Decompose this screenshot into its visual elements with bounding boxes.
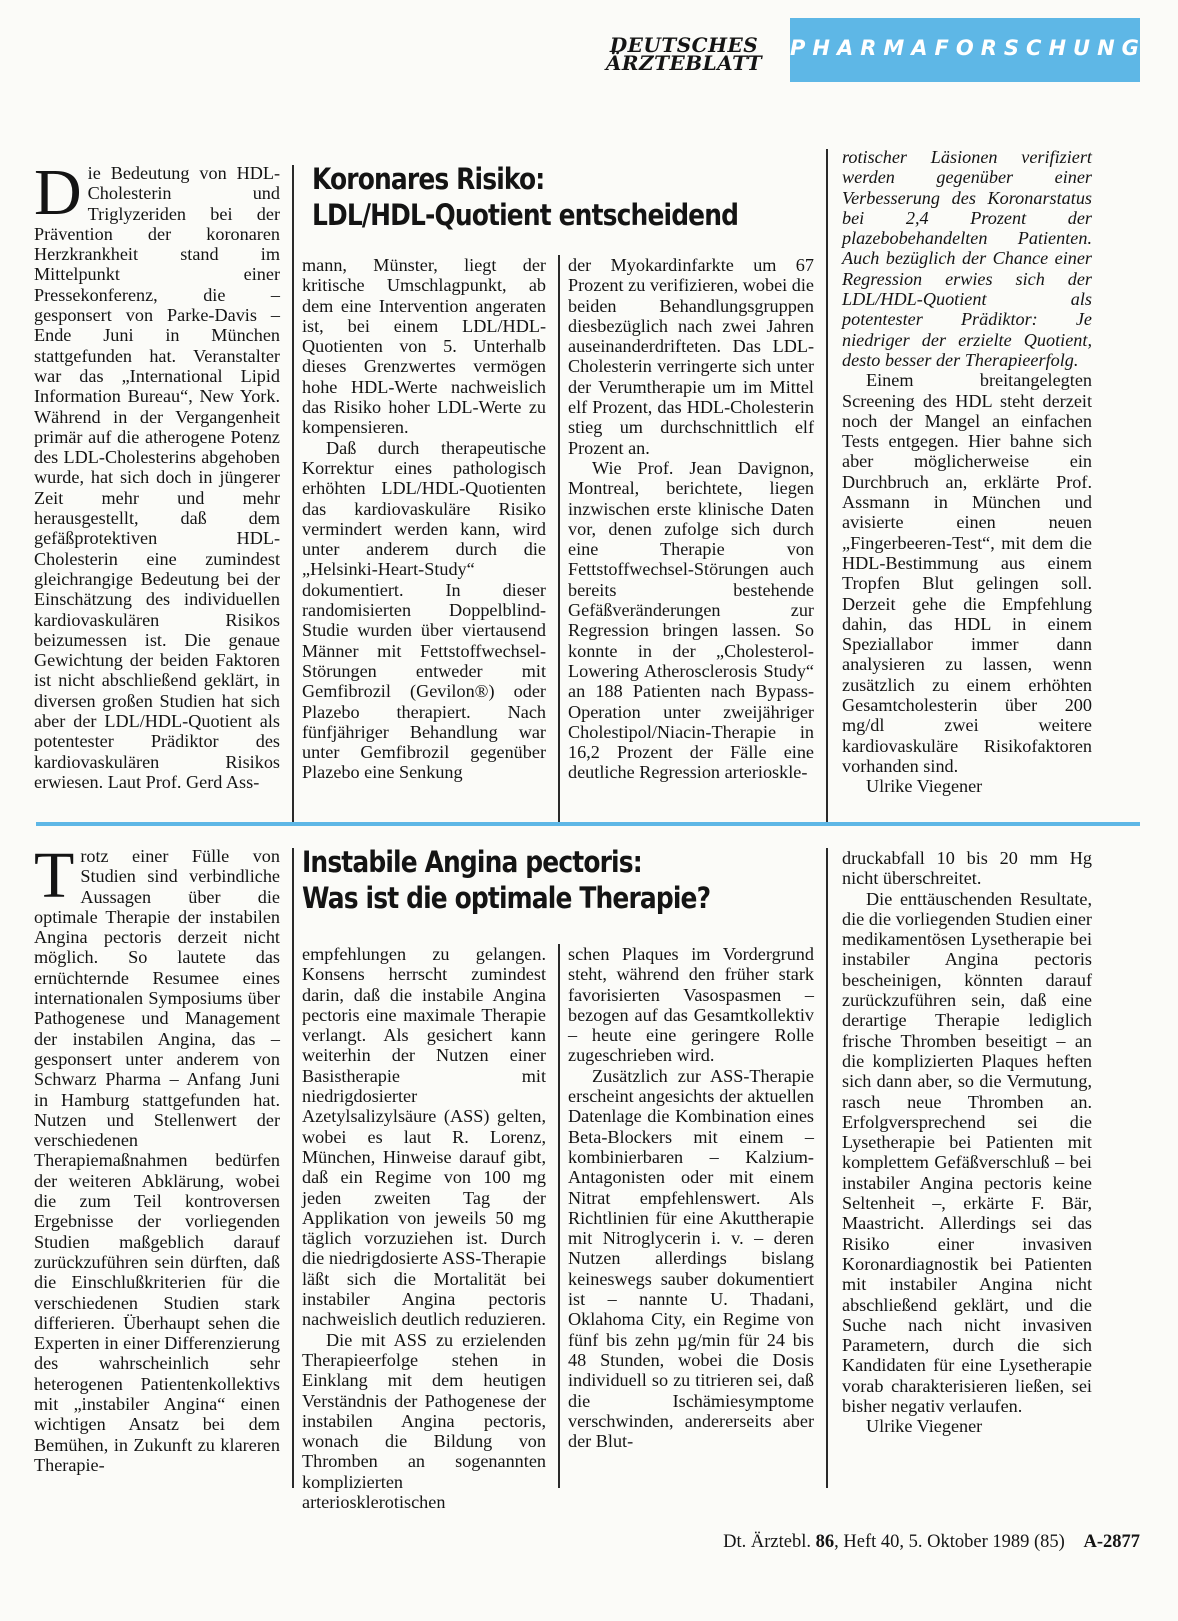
article1-column-3 [568,255,814,783]
column-rule [292,848,294,1488]
article2-headline [302,844,710,916]
page-number: A-2877 [1083,1532,1140,1552]
paragraph: rotischer Läsionen verifiziert werden gegenüber einer Verbesserung des Koronarstatus bei 2,4 Prozent der plazebobehandelten Patienten. Auch bezüglich der Chance einer Regression erwies sich der LDL/HDL-Quotient als potentester Prädiktor: Je niedriger der erzielte Quotient, desto besser der Therapieerfolg. [842,147,1092,370]
column-rule [558,944,560,1488]
article-divider [36,822,1140,826]
paragraph: Wie Prof. Jean Davignon, Montreal, berichtete, liegen inzwischen erste klinische Daten vor, denen zufolge sich durch eine Therapie von Fettstoffwechsel-Störungen auch bereits bestehende Gefäßveränderungen zur Regression bringen lassen. So konnte in der „Cholesterol-Lowering Atherosclerosis Study“ an 188 Patienten nach Bypass-Operation unter zweijähriger Cholestipol/Niacin-Therapie in 16,2 Prozent der Fälle eine deutliche Regression arterioskle- [568,457,814,783]
masthead-line-1: DEUTSCHES [609,33,759,57]
article1-column-1 [34,156,280,792]
section-label: PHARMAFORSCHUNG [790,36,1146,60]
article2-column-4 [842,848,1092,1437]
paragraph: empfehlungen zu gelangen. Konsens herrscht zumindest darin, daß die instabile Angina pectoris eine maximale Therapie verlangt. Als gesichert kann weiterhin der Nutzen einer Basistherapie mit niedrigdosierter Azetylsalizylsäure (ASS) gelten, wobei es laut R. Lorenz, München, Hinweise darauf gibt, daß ein Regime von 100 mg jeden zweiten Tag der Applikation von jeweils 50 mg täglich vorzuziehen ist. Durch die niedrigdosierte ASS-Therapie läßt sich die Mortalität bei instabiler Angina pectoris nachweislich deutlich reduzieren. [302,944,546,1330]
article1-headline [312,161,738,233]
column-rule [826,848,828,1488]
paragraph: der Myokardinfarkte um 67 Prozent zu verifizieren, wobei die beiden Behandlungsgruppen diesbezüglich nach zwei Jahren auseinanderdrifteten. Das LDL-Cholesterin verringerte sich unter der Verumtherapie um im Mittel elf Prozent, das HDL-Cholesterin stieg um durchschnittlich elf Prozent an. [568,255,814,458]
paragraph: Die enttäuschenden Resultate, die die vorliegenden Studien einer medikamentösen Lysetherapie bei instabiler Angina pectoris bescheinigen, könnten darauf zurückzuführen sein, daß eine derartige Therapie lediglich frische Thromben beseitigt – an die komplizierten Plaques heften sich dann aber, so die Vermutung, rasch neue Thromben an. Erfolgversprechend sei die Lysetherapie bei Patienten mit komplettem Gefäßverschluß – bei instabiler Angina pectoris keine Seltenheit –, erkärte F. Bär, Maastricht. Allerdings sei das Risiko einer invasiven Koronardiagnostik bei Patienten mit instabiler Angina nicht abschließend geklärt, und die Suche nach nicht invasiven Parametern, durch die sich Kandidaten für eine Lysetherapie vorab charakterisieren ließen, sei bisher negativ verlaufen. [842,888,1092,1417]
paragraph: Einem breitangelegten Screening des HDL steht derzeit noch der Mangel an einfachen Tests entgegen. Hier bahne sich aber möglicherweise ein Durchbruch an, erklärte Prof. Assmann in München und avisierte einen neuen „Fingerbeeren-Test“, mit dem die HDL-Bestimmung aus einem Tropfen Blut gelingen soll. Derzeit gehe die Empfehlung dahin, das HDL in einem Speziallabor immer dann analysieren zu lassen, wenn zusätzlich zu einem erhöhten Gesamtcholesterin über 200 mg/dl zwei weitere kardiovaskuläre Risikofaktoren vorhanden sind. [842,370,1092,776]
body-text: ie Bedeutung von HDL-Cholesterin und Triglyzeriden bei der Prävention der koronaren Herzkrankheit stand im Mittelpunkt einer Pressekonferenz, die – gesponsert von Parke-Davis – Ende Juni in München stattgefunden hat. Veranstalter war das „International Lipid Information Bureau“, New York. Während in der Vergangenheit primär auf die atherogene Potenz des LDL-Cholesterins abgehoben wurde, hat sich doch in jüngerer Zeit mehr und mehr herausgestellt, daß dem gefäßprotektiven HDL-Cholesterin eine zumindest gleichrangige Bedeutung bei der Einschätzung des individuellen kardiovaskulären Risikos beizumessen ist. Die genaue Gewichtung der beiden Faktoren ist nicht abschließend geklärt, in diversen großen Studien hat sich aber der LDL/HDL-Quotient als potentester Prädiktor des kardiovaskulären Risikos erwiesen. Laut Prof. Gerd Ass- [34,163,280,792]
drop-cap: D [34,156,82,229]
paragraph: mann, Münster, liegt der kritische Umschlagpunkt, ab dem eine Intervention angeraten ist, bei einem LDL/HDL-Quotienten von 5. Unterhalb dieses Grenzwertes vermögen hohe HDL-Werte nachweislich das Risiko hoher LDL-Werte zu kompensieren. [302,255,546,438]
journal-name: Dt. Ärztebl. [723,1532,812,1552]
article1-column-4 [842,147,1092,797]
article2-column-1 [34,839,280,1475]
article1-column-2 [302,255,546,783]
masthead-line-2: ÄRZTEBLATT [605,51,763,75]
masthead [604,33,764,75]
article2-column-3 [568,944,814,1451]
author-signature: Ulrike Viegener [866,1416,983,1437]
article2-column-2 [302,944,546,1512]
paragraph: schen Plaques im Vordergrund steht, während den früher stark favorisierten Vasospasmen – bezogen auf das Gesamtkollektiv – heute eine geringere Rolle zugeschrieben wird. [568,944,814,1066]
headline-line-2: LDL/HDL-Quotient entscheidend [312,198,739,232]
drop-cap: T [34,839,75,912]
author-signature: Ulrike Viegener [866,776,983,797]
headline-line-1: Koronares Risiko: [312,162,545,196]
headline-line-2: Was ist die optimale Therapie? [302,881,711,915]
article-koronares-risiko [30,145,1138,835]
volume-number: 86 [815,1532,835,1552]
paragraph: Daß durch therapeutische Korrektur eines pathologisch erhöhten LDL/HDL-Quotienten das kardiovaskuläre Risiko vermindert werden kann, wird unter anderem durch die „Helsinki-Heart-Study“ dokumentiert. In dieser randomisierten Doppelblind-Studie wurden über viertausend Männer mit Fettstoffwechsel-Störungen entweder mit Gemfibrozil (Gevilon®) oder Plazebo therapiert. Nach fünfjähriger Behandlung war unter Gemfibrozil gegenüber Plazebo eine Senkung [302,437,546,783]
issue-date: , Heft 40, 5. Oktober 1989 (85) [834,1532,1065,1552]
body-text: rotz einer Fülle von Studien sind verbindliche Aussagen über die optimale Therapie der instabilen Angina pectoris derzeit nicht möglich. So lautete das ernüchternde Resumee eines internationalen Symposiums über Pathogenese und Management der instabilen Angina, das – gesponsert unter anderem von Schwarz Pharma – Anfang Juni in Hamburg stattgefunden hat. Nutzen und Stellenwert der verschiedenen Therapiemaßnahmen bedürfen der weiteren Abklärung, wobei die zum Teil kontroversen Ergebnisse der vorliegenden Studien maßgeblich darauf zurückzuführen sein dürften, daß die Einschlußkriterien für die verschiedenen Studien stark differieren. Überhaupt sehen die Experten in einer Differenzierung des wahrscheinlich sehr heterogenen Patientenkollektivs mit „instabiler Angina“ einen wichtigen Ansatz bei dem Bemühen, in Zukunft zu klareren Therapie- [34,846,280,1475]
column-rule [558,255,560,823]
page-footer [560,1532,1140,1553]
section-banner [790,18,1146,82]
paragraph: druckabfall 10 bis 20 mm Hg nicht überschreitet. [842,848,1092,889]
article-instabile-angina [30,839,1138,1542]
headline-line-1: Instabile Angina pectoris: [302,845,642,879]
column-rule [826,149,828,823]
paragraph: Zusätzlich zur ASS-Therapie erscheint angesichts der aktuellen Datenlage die Kombination eines Beta-Blockers mit einem – kombinierbaren – Kalzium-Antagonisten oder mit einem Nitrat empfehlenswert. Als Richtlinien für eine Akuttherapie mit Nitroglycerin i. v. – deren Nutzen allerdings bislang keineswegs sauber dokumentiert ist – nannte U. Thadani, Oklahoma City, ein Regime von fünf bis zehn µg/min für 24 bis 48 Stunden, wobei die Dosis individuell so zu titrieren sei, daß die Ischämiesymptome verschwinden, andererseits aber der Blut- [568,1065,814,1452]
column-rule [292,165,294,823]
paragraph: Die mit ASS zu erzielenden Therapieerfolge stehen in Einklang mit dem heutigen Verständnis der Pathogenese der instabilen Angina pectoris, wonach die Bildung von Thromben an sogenannten komplizierten arteriosklerotischen [302,1329,546,1513]
